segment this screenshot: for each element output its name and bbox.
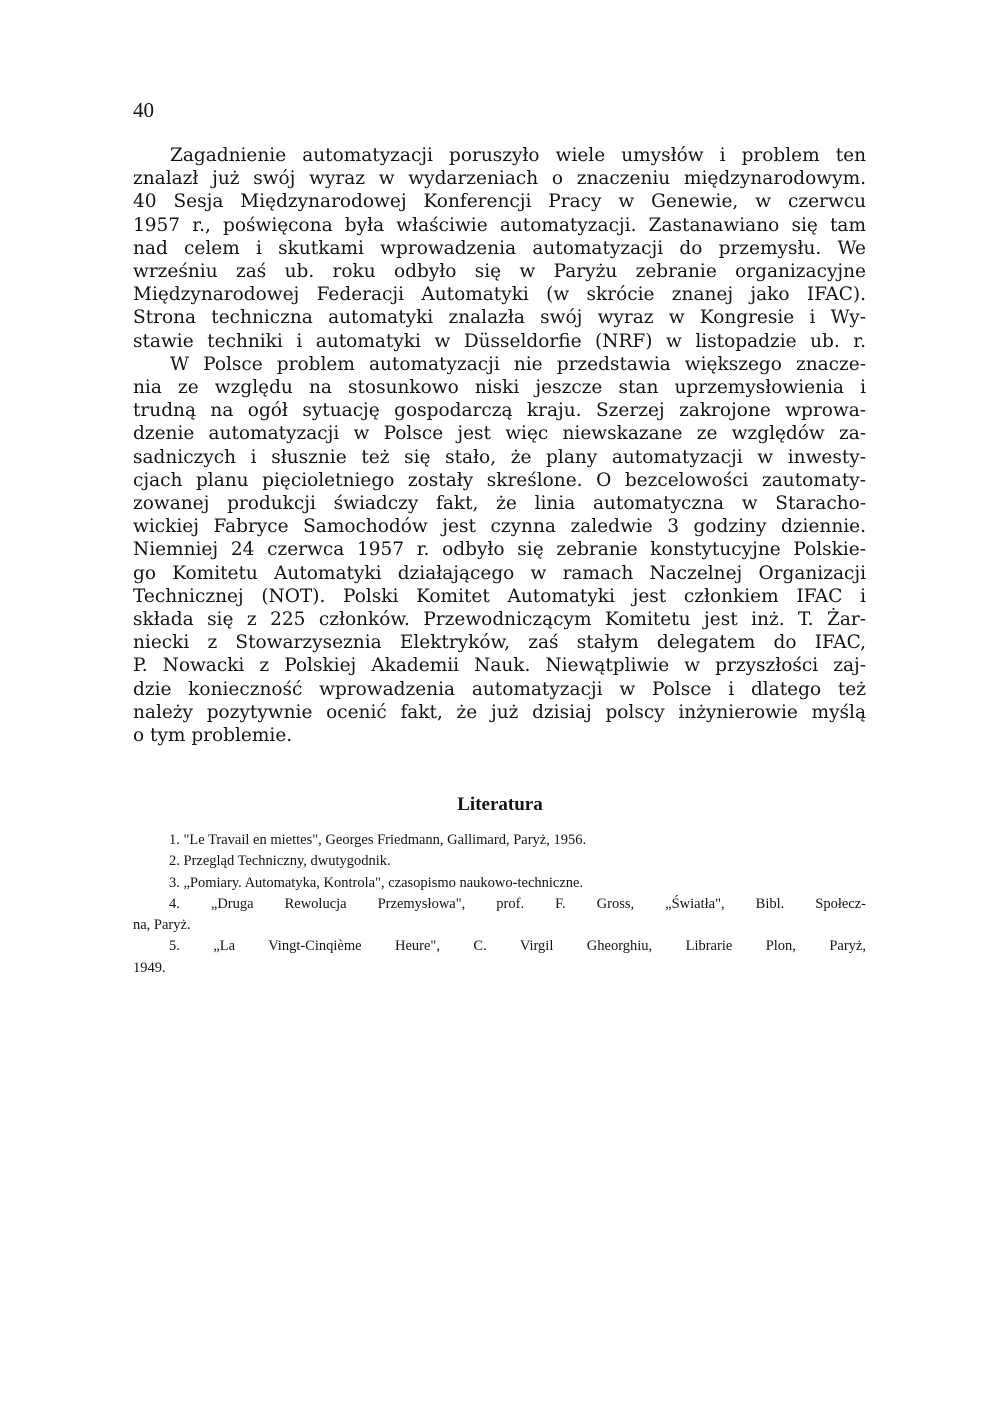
- bibliography-line: 2. Przegląd Techniczny, dwutygodnik.: [169, 853, 391, 870]
- text-line: 40 Sesja Międzynarodowej Konferencji Pracy w Genewie, w czerwcu: [133, 191, 866, 213]
- text-line: W Polsce problem automatyzacji nie przedstawia większego znacze-: [170, 353, 866, 375]
- text-line: cjach planu pięcioletniego zostały skreślone. O bezcelowości zautomaty-: [133, 469, 866, 491]
- page-number: 40: [133, 98, 154, 122]
- text-line: nia ze względu na stosunkowo niski jeszcze stan uprzemysłowienia i: [133, 377, 866, 399]
- bibliography-entry: [133, 936, 866, 979]
- text-line: Technicznej (NOT). Polski Komitet Automatyki jest członkiem IFAC i: [133, 585, 866, 607]
- text-line: P. Nowacki z Polskiej Akademii Nauk. Niewątpliwie w przyszłości zaj-: [133, 655, 866, 677]
- text-line: Niemniej 24 czerwca 1957 r. odbyło się zebranie konstytucyjne Polskie-: [133, 539, 866, 561]
- bibliography-title: Literatura: [457, 794, 543, 815]
- text-line: go Komitetu Automatyki działającego w ramach Naczelnej Organizacji: [133, 562, 866, 584]
- text-line: Strona techniczna automatyki znalazła swój wyraz w Kongresie i Wy-: [133, 307, 866, 329]
- bibliography-line: 4. „Druga Rewolucja Przemysłowa", prof. F. Gross, „Światła", Bibl. Społecz-: [169, 895, 866, 912]
- text-line: nad celem i skutkami wprowadzenia automatyzacji do przemysłu. We: [133, 237, 866, 259]
- paragraph: [133, 144, 866, 353]
- text-line: sadniczych i słusznie też się stało, że plany automatyzacji w inwesty-: [133, 446, 866, 468]
- text-line: o tym problemie.: [133, 725, 293, 747]
- bibliography-entry: [133, 830, 866, 851]
- bibliography-entry: [133, 851, 866, 872]
- text-line: stawie techniki i automatyki w Düsseldorfie (NRF) w listopadzie ub. r.: [133, 330, 866, 352]
- text-line: składa się z 225 członków. Przewodniczącym Komitetu jest inż. T. Żar-: [133, 609, 866, 631]
- bibliography-line: 1949.: [133, 959, 166, 976]
- bibliography-line: 3. „Pomiary. Automatyka, Kontrola", czasopismo naukowo-techniczne.: [169, 874, 584, 891]
- bibliography-entry: [133, 873, 866, 894]
- bibliography-line: na, Paryż.: [133, 917, 191, 934]
- bibliography-entry: [133, 894, 866, 937]
- bibliography-list: [133, 830, 866, 979]
- text-line: 1957 r., poświęcona była właściwie automatyzacji. Zastanawiano się tam: [133, 214, 866, 236]
- bibliography-line: 1. "Le Travail en miettes", Georges Friedmann, Gallimard, Paryż, 1956.: [169, 832, 587, 848]
- text-line: zowanej produkcji świadczy fakt, że linia automatyczna w Staracho-: [133, 493, 866, 515]
- text-line: wickiej Fabryce Samochodów jest czynna zaledwie 3 godziny dziennie.: [133, 516, 866, 538]
- text-line: Międzynarodowej Federacji Automatyki (w skrócie znanej jako IFAC).: [133, 284, 866, 306]
- text-line: trudną na ogół sytuację gospodarczą kraju. Szerzej zakrojone wprowa-: [133, 400, 866, 422]
- text-line: dzie konieczność wprowadzenia automatyzacji w Polsce i dlatego też: [133, 678, 866, 700]
- text-line: znalazł już swój wyraz w wydarzeniach o znaczeniu międzynarodowym.: [133, 168, 866, 190]
- text-line: należy pozytywnie ocenić fakt, że już dzisiaj polscy inżynierowie myślą: [133, 701, 866, 723]
- bibliography-line: 5. „La Vingt-Cinqième Heure", C. Virgil Gheorghiu, Librarie Plon, Paryż,: [169, 938, 866, 955]
- text-line: wrześniu zaś ub. roku odbyło się w Paryżu zebranie organizacyjne: [133, 261, 866, 283]
- paragraph: [133, 353, 866, 747]
- body-text: [133, 144, 866, 747]
- text-line: niecki z Stowarzyseznia Elektryków, zaś stałym delegatem do IFAC,: [133, 632, 866, 654]
- text-line: dzenie automatyzacji w Polsce jest więc niewskazane ze względów za-: [133, 423, 866, 445]
- text-line: Zagadnienie automatyzacji poruszyło wiele umysłów i problem ten: [170, 145, 866, 166]
